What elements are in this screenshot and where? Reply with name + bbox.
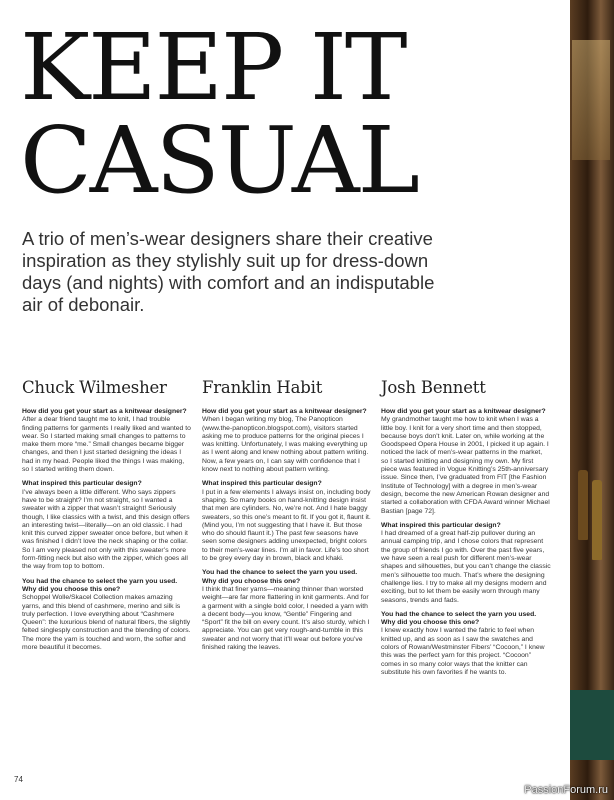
side-photo — [570, 0, 614, 800]
watermark: PassionForum.ru — [524, 784, 608, 796]
question: How did you get your start as a knitwear designer? — [22, 408, 187, 415]
headline-line-1: KEEP IT — [20, 14, 406, 121]
question: You had the chance to select the yarn you used. Why did you choose this one? — [381, 610, 537, 627]
designer-column — [22, 378, 192, 658]
photo-frame — [572, 40, 610, 160]
answer: I think that finer yarns—meaning thinner than worsted weight—are far more flattering in knit garments. And for a garment with a single bold color, I needed a yarn with a decent body—you know, “Gentle” Fingering and “Sport” fit the bill on every count. It’s also sturdy, which I appreciate. You can get very rough-and-tumble in this sweater and not worry that it’ll wear out before you’ve finished raking the leaves. — [202, 585, 370, 652]
question: What inspired this particular design? — [381, 521, 501, 529]
photo-bottle — [592, 480, 602, 560]
headline-line-2: CASUAL — [20, 107, 418, 214]
question: You had the chance to select the yarn you used. Why did you choose this one? — [202, 569, 358, 585]
designer-column — [202, 378, 372, 658]
designer-name: Franklin Habit — [202, 378, 323, 397]
deck-text: A trio of men’s-wear designers share their creative inspiration as they stylishly suit up for dress-down days (and nights) with comfort and an indisputable air of debonair. — [22, 228, 435, 315]
question: What inspired this particular design? — [22, 480, 142, 488]
question: What inspired this particular design? — [202, 480, 322, 488]
page-number: 74 — [14, 775, 23, 784]
designer-column — [381, 378, 551, 683]
answer: I’ve always been a little different. Who says zippers have to be straight? I’m not straight, so I wanted a sweater with a zipper that wasn’t straight! Seriously though, I like classics with a twist, and this design offers an interesting twist—literally—on an old classic. I had knit this curved zipper sweater once before, but when it was finished I didn’t love the neck shaping or the collar. So I am very pleased not only with this sweater’s more form-fitting neck but also with the zipper, which goes all the way from top to bottom. — [22, 488, 190, 571]
question: How did you get your start as a knitwear designer? — [202, 408, 367, 415]
answer: My grandmother taught me how to knit when I was a little boy. I knit for a very short time and then stopped, because boys don’t knit. Later on, while working at the Goodspeed Opera House in 2001, I picked it up again. I noticed the lack of men’s-wear patterns in the market, so I started knitting and designing my own. My first piece was featured in Vogue Knitting’s 25th-anniversary issue. Since then, I’ve graduated from FIT [the Fashion Institute of Technology] with a degree in men’s-wear design, become the new American Rowan designer and started a collaboration with CFDA Award winner Michael Bastian [page 72]. — [381, 416, 550, 515]
photo-bottle — [578, 470, 588, 540]
answer: I put in a few elements I always insist on, including body shaping. So many books on hand-knitting design insist that men are cylinders. No, we’re not. And I hate baggy sweaters, so this one’s meant to fit. If you got it, flaunt it. (Mind you, I’m not suggesting that I have it. But those who do should flaunt it.) The past few seasons have seen some designers adding unexpected, bright colors to their men’s-wear lines. I’m all in favor. Life’s too short to be grey every day in brown, black and khaki. — [202, 488, 371, 563]
answer: When I began writing my blog, The Panopticon (www.the-panopticon.blogspot.com), visitors started asking me to produce patterns for the original pieces I was knitting. Unfortunately, I was making everything up as I went along and knew nothing about pattern writing. Now, a few years on, I can say with confidence that I know next to nothing about pattern writing. — [202, 416, 369, 474]
question: You had the chance to select the yarn you used. Why did you choose this one? — [22, 577, 178, 593]
designer-name: Josh Bennett — [381, 378, 486, 397]
photo-book — [570, 690, 614, 760]
question: How did you get your start as a knitwear designer? — [381, 408, 546, 415]
answer: Schoppel Wolle/Skacel Collection makes amazing yarns, and this blend of cashmere, merino and silk is truly perfection. I love everything about “Cashmere Queen”: the luxurious blend of natural fibers, the slightly felted singlesply construction and the blending of colors. The more the yarn is touched and worn, the softer and more beautiful it becomes. — [22, 594, 191, 652]
designer-name: Chuck Wilmesher — [22, 378, 167, 397]
answer: I knew exactly how I wanted the fabric to feel when knitted up, and as soon as I saw the swatches and colors of Rowan/Westminster Fibers’ “Cocoon,” I knew this was the perfect yarn for this project. “Cocoon” comes in so many color ways that the knitter can substitute his own favorites if he wants to. — [381, 627, 545, 676]
answer: After a dear friend taught me to knit, I had trouble finding patterns for garments I really liked and wanted to wear. So I started making small changes to patterns to make them more “me.” Small changes became bigger changes, and then I just started designing the ideas I had in my head. People liked the things I was making, so I started writing them down. — [22, 416, 191, 474]
answer: I had dreamed of a great half-zip pullover during an annual camping trip, and I chose colors that represent the group of friends I go with. Over the past five years, we have seen a real push for different men’s-wear shapes and silhouettes, but you can’t change the classic men’s silhouette too much. That’s where the designing challenge lies. I try to make all my designs modern and exciting, but to let them be easily worn through many seasons, trends and fads. — [381, 530, 551, 604]
